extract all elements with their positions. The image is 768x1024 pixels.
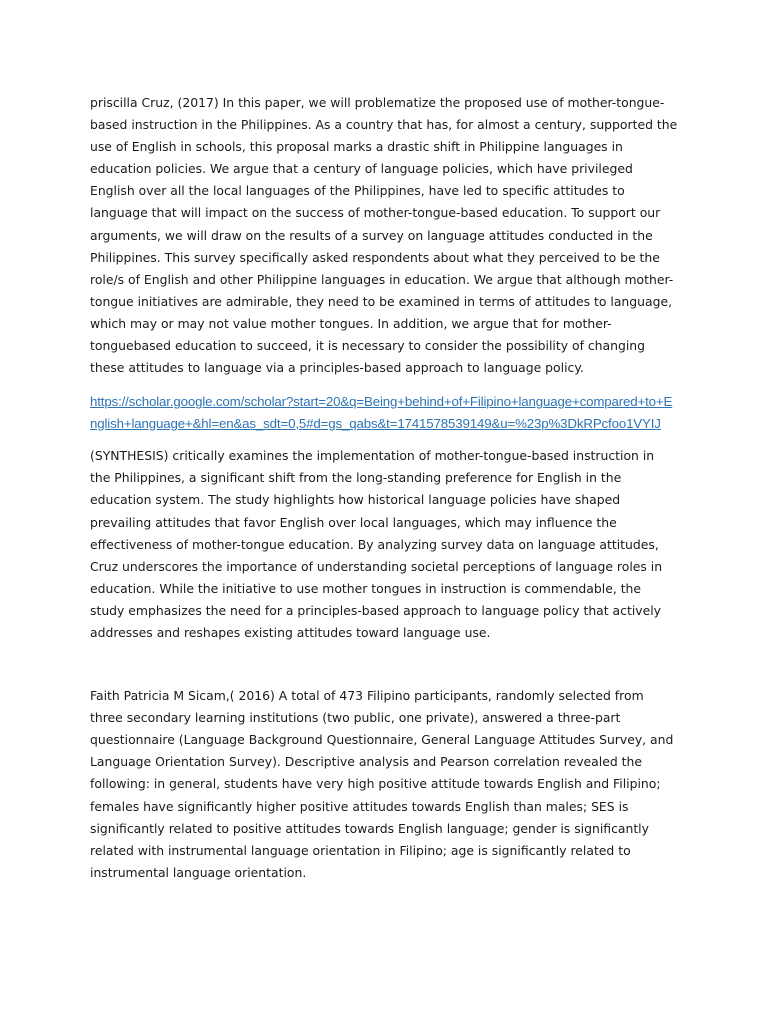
cruz-abstract-paragraph: priscilla Cruz, (2017) In this paper, we will problematize the proposed use of mother-tongue-based instruction in the Philippines. As a country that has, for almost a century, supported the use of English in schools, this proposal marks a drastic shift in Philippine languages in education policies. We argue that a century of language policies, which have privileged English over all the local languages of the Philippines, have led to specific attitudes to language that will impact on the success of mother-tongue-based education. To support our arguments, we will draw on the results of a survey on language attitudes conducted in the Philippines. This survey specifically asked respondents about what they perceived to be the role/s of English and other Philippine languages in education. We argue that although mother-tongue initiatives are admirable, they need to be examined in terms of attitudes to language, which may or may not value mother tongues. In addition, we argue that for mother-tonguebased education to succeed, it is necessary to consider the possibility of changing these attitudes to language via a principles-based approach to language policy. [90,95,678,376]
document-page [90,92,678,884]
google-scholar-link[interactable]: https://scholar.google.com/scholar?start=20&q=Being+behind+of+Filipino+language+compared+to+English+language+&hl=en&as_sdt=0,5#d=gs_qabs&t=1741578539149&u=%23p%3DkRPcfoo1VYIJ [90,394,673,431]
synthesis-paragraph: (SYNTHESIS) critically examines the implementation of mother-tongue-based instruction in the Philippines, a significant shift from the long-standing preference for English in the education system. The study highlights how historical language policies have shaped prevailing attitudes that favor English over local languages, which may influence the effectiveness of mother-tongue education. By analyzing survey data on language attitudes, Cruz underscores the importance of understanding societal perceptions of language roles in education. While the initiative to use mother tongues in instruction is commendable, the study emphasizes the need for a principles-based approach to language policy that actively addresses and reshapes existing attitudes toward language use. [90,448,663,640]
sicam-abstract-paragraph: Faith Patricia M Sicam,( 2016) A total of 473 Filipino participants, randomly selected from three secondary learning institutions (two public, one private), answered a three-part questionnaire (Language Background Questionnaire, General Language Attitudes Survey, and Language Orientation Survey). Descriptive analysis and Pearson correlation revealed the following: in general, students have very high positive attitude towards English and Filipino; females have significantly higher positive attitudes towards English than males; SES is significantly related to positive attitudes towards English language; gender is significantly related with instrumental language orientation in Filipino; age is significantly related to instrumental language orientation. [90,688,674,880]
